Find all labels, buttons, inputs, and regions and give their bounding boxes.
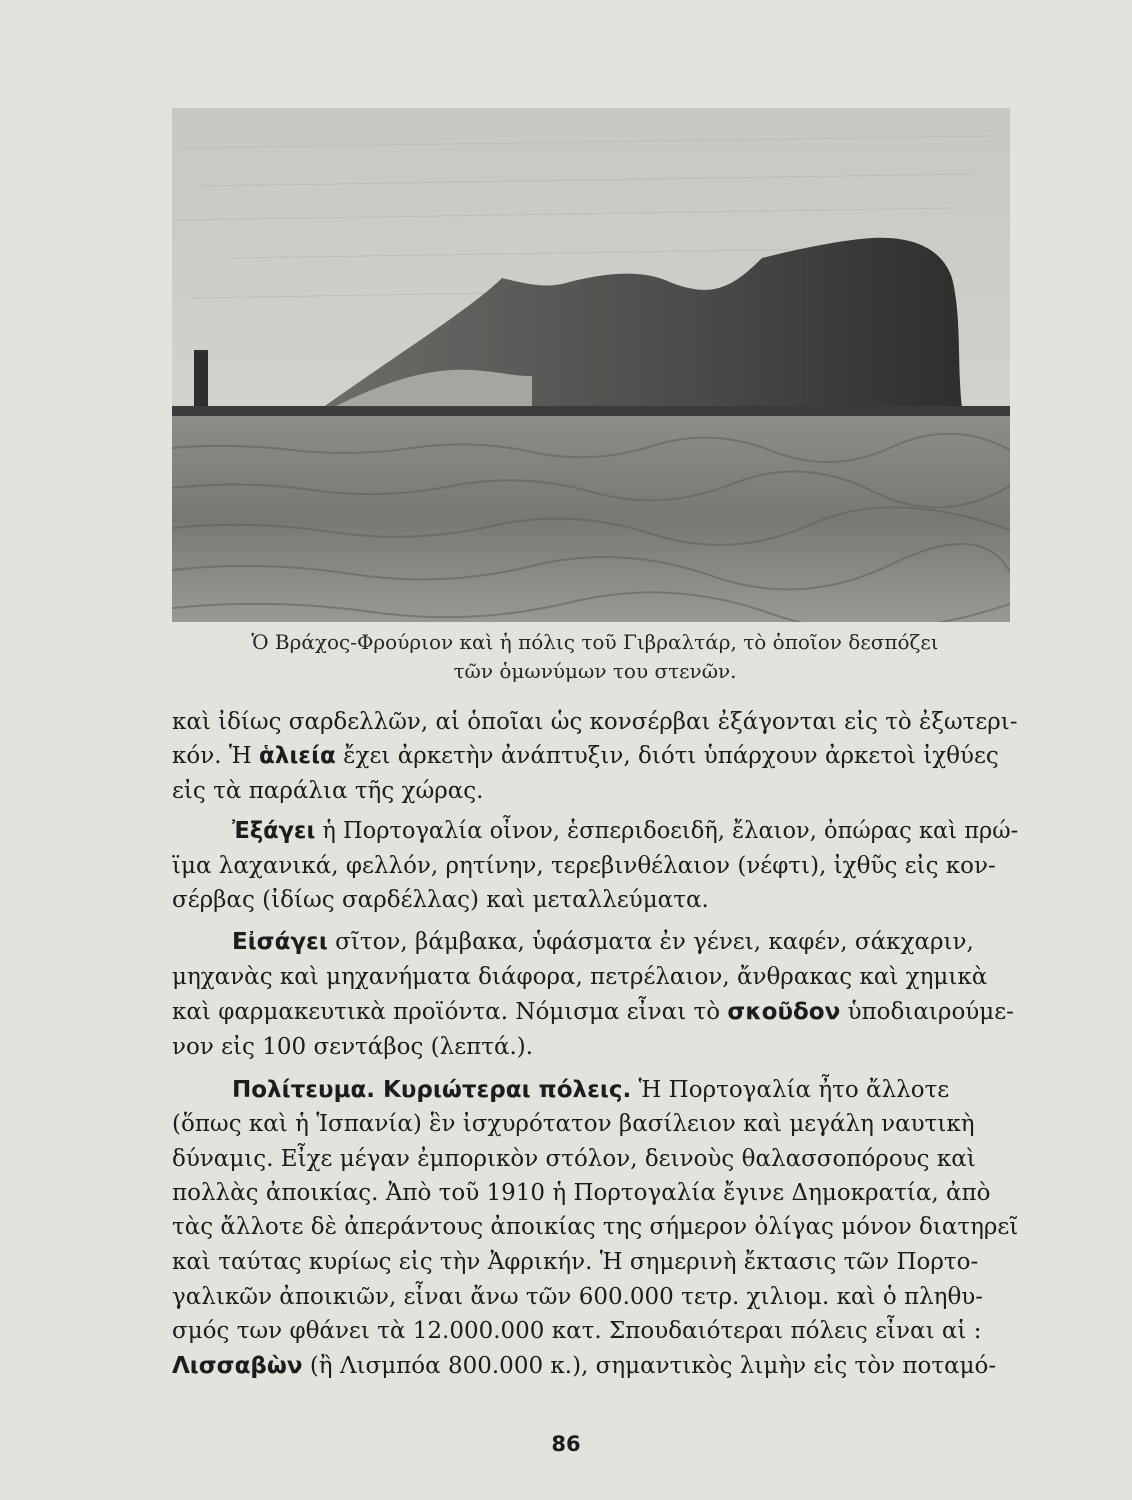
body-text: σῖτον, βάμβακα, ὑφάσματα ἐν γένει, καφέν, σάκχαριν, [327, 929, 974, 955]
keyword-imports: Εἰσάγει [232, 929, 328, 955]
body-text-line: καὶ ἰδίως σαρδελλῶν, αἱ ὁποῖαι ὡς κονσέρβαι ἐξάγονται εἰς τὸ ἐξωτερι- [172, 709, 1018, 735]
body-text-line: σμός των φθάνει τὰ 12.000.000 κατ. Σπουδαιότεραι πόλεις εἶναι αἱ : [172, 1318, 982, 1344]
body-text-line: ϊμα λαχανικά, φελλόν, ρητίνην, τερεβινθέλαιον (νέφτι), ἰχθῦς εἰς κον- [172, 853, 996, 879]
body-text-line: γαλικῶν ἀποικιῶν, εἶναι ἄνω τῶν 600.000 τετρ. χιλιομ. καὶ ὁ πληθυ- [172, 1284, 984, 1310]
keyword-fishing: ἁλιεία [258, 743, 336, 769]
photo-caption-line: Ὁ Βράχος-Φρούριον καὶ ἡ πόλις τοῦ Γιβραλτάρ, τὸ ὁποῖον δεσπόζει [251, 630, 939, 654]
body-text-line: εἰς τὰ παράλια τῆς χώρας. [172, 778, 484, 804]
body-text-line: δύναμις. Εἶχε μέγαν ἐμπορικὸν στόλον, δεινοὺς θαλασσοπόρους καὶ [172, 1146, 976, 1172]
body-text: ἔχει ἀρκετὴν ἀνάπτυξιν, διότι ὑπάρχουν ἀρκετοὶ ἰχθύες [335, 743, 999, 769]
page-number: 86 [551, 1432, 581, 1456]
section-heading: Πολίτευμα. Κυριώτεραι πόλεις. [232, 1077, 632, 1103]
body-text-line: (ὅπως καὶ ἡ Ἱσπανία) ἓν ἰσχυρότατον βασίλειον καὶ μεγάλη ναυτικὴ [172, 1111, 975, 1137]
tower-silhouette [194, 350, 208, 410]
body-text-line [172, 996, 1014, 1028]
body-text: ὑποδιαιρούμε- [840, 999, 1014, 1025]
body-text-line: μηχανὰς καὶ μηχανήματα διάφορα, πετρέλαιον, ἄνθρακας καὶ χημικὰ [172, 964, 988, 990]
keyword-lisbon: Λισσαβὼν [172, 1353, 303, 1379]
body-text-line [232, 815, 1018, 847]
keyword-escudo: σκοῦδον [727, 999, 841, 1025]
body-text-line: νον εἰς 100 σεντάβος (λεπτά.). [172, 1034, 534, 1060]
photo-caption-line: τῶν ὁμωνύμων του στενῶν. [453, 659, 737, 683]
rock-of-gibraltar-image [172, 108, 1010, 622]
body-text-line: πολλὰς ἀποικίας. Ἀπὸ τοῦ 1910 ἡ Πορτογαλία ἔγινε Δημοκρατία, ἀπὸ [172, 1180, 991, 1206]
body-text: (ἢ Λισμπόα 800.000 κ.), σημαντικὸς λιμὴν εἰς τὸν ποταμό- [302, 1353, 997, 1379]
body-text-line: σέρβας (ἰδίως σαρδέλλας) καὶ μεταλλεύματα. [172, 887, 709, 913]
body-text-line [172, 1350, 996, 1382]
body-text-line: τὰς ἄλλοτε δὲ ἀπεράντους ἀποικίας της σήμερον ὀλίγας μόνον διατηρεῖ [172, 1214, 1019, 1240]
body-text-line [232, 1074, 949, 1106]
body-text: ἡ Πορτογαλία οἶνον, ἑσπεριδοειδῆ, ἔλαιον, ὀπώρας καὶ πρώ- [315, 818, 1019, 844]
body-text-line [232, 926, 974, 958]
body-text-line [172, 740, 999, 772]
body-text: καὶ φαρμακευτικὰ προϊόντα. Νόμισμα εἶναι τὸ [172, 999, 728, 1025]
body-text-line: καὶ ταύτας κυρίως εἰς τὴν Ἀφρικήν. Ἡ σημερινὴ ἔκτασις τῶν Πορτο- [172, 1249, 979, 1275]
keyword-exports: Ἐξάγει [232, 818, 316, 844]
gibraltar-photo [172, 108, 1010, 622]
body-text: Ἡ Πορτογαλία ἦτο ἄλλοτε [631, 1077, 950, 1103]
body-text: κόν. Ἡ [172, 743, 259, 769]
